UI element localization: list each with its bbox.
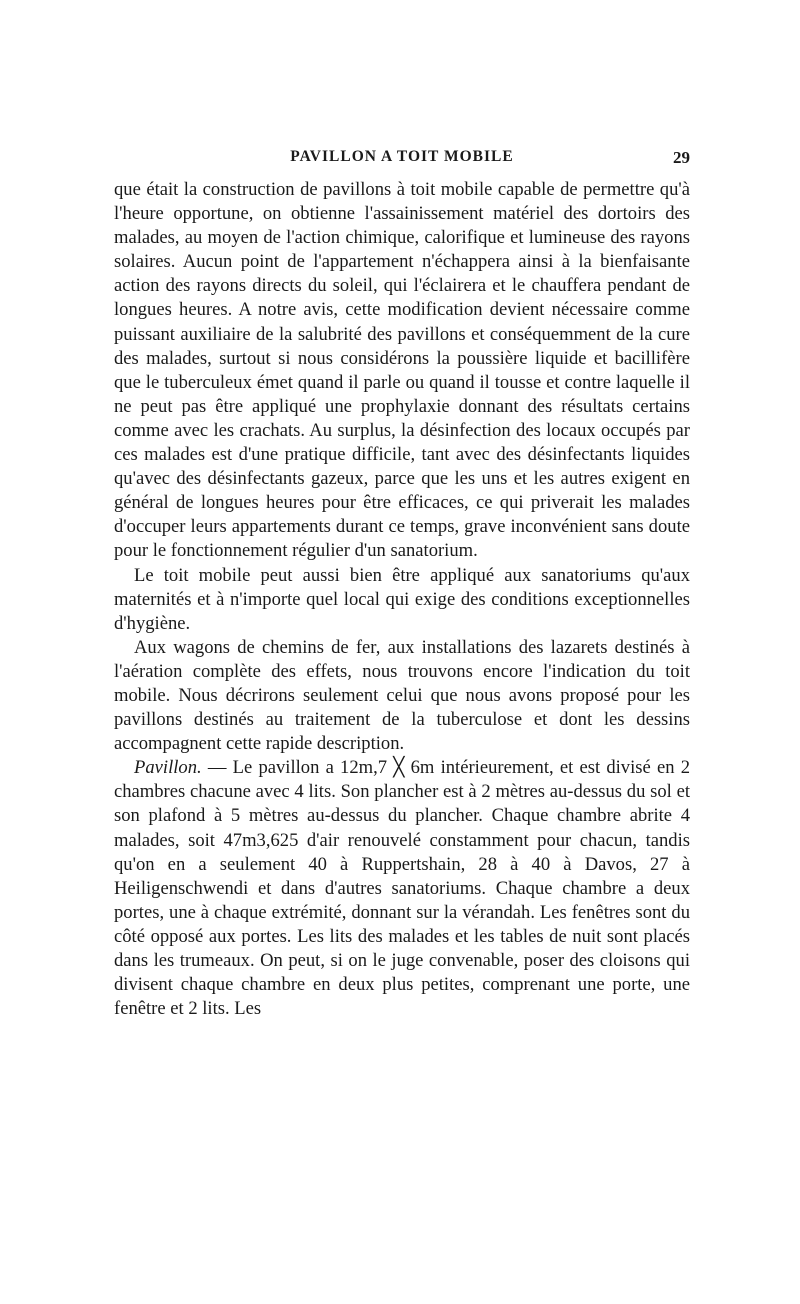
- book-page: [114, 148, 690, 1021]
- paragraph-2: Le toit mobile peut aussi bien être appliqué aux sanatoriums qu'aux maternités et à n'importe quel local qui exige des conditions exceptionnelles d'hygiène.: [114, 564, 690, 634]
- paragraph-3: Aux wagons de chemins de fer, aux installations des lazarets destinés à l'aération complète des effets, nous trouvons encore l'indication du toit mobile. Nous décrirons seulement celui que nous avons proposé pour les pavillons destinés au traitement de la tuberculose et dont les dessins accompagnent cette rapide description.: [114, 636, 690, 755]
- running-title: PAVILLON A TOIT MOBILE: [290, 148, 514, 165]
- paragraph-1: que était la construction de pavillons à toit mobile capable de permettre qu'à l'heure opportune, on obtienne l'assainissement matériel des dortoirs des malades, au moyen de l'action chimique, calorifique et lumineuse des rayons solaires. Aucun point de l'appartement n'échappera ainsi à la bienfaisante action des rayons directs du soleil, qui l'éclairera et le chauffera pendant de longues heures. A notre avis, cette modification devient nécessaire comme puissant auxiliaire de la salubrité des pavillons et conséquemment de la cure des malades, surtout si nous considérons la poussière liquide et bacillifère que le tuberculeux émet quand il parle ou quand il tousse et contre laquelle il ne peut pas être appliqué une prophylaxie donnant des résultats certains comme avec les crachats. Au surplus, la désinfection des locaux occupés par ces malades est d'une pratique difficile, tant avec des désinfectants liquides qu'avec des désinfectants gazeux, parce que les uns et les autres exigent en général de longues heures pour être efficaces, ce qui priverait les malades d'occuper leurs appartements durant ce temps, grave inconvénient sans doute pour le fonctionnement régulier d'un sanatorium.: [114, 179, 690, 562]
- paragraph-4-text: — Le pavillon a 12m,7 ╳ 6m intérieurement, et est divisé en 2 chambres chacune avec 4 lits. Son plancher est à 2 mètres au-dessus du sol et son plafond à 5 mètres au-dessus du plancher. Chaque chambre abrite 4 malades, soit 47m3,625 d'air renouvelé constamment pour chacun, tandis qu'on en a seulement 40 à Ruppertshain, 28 à 40 à Davos, 27 à Heiligenschwendi et dans d'autres sanatoriums. Chaque chambre a deux portes, une à chaque extrémité, donnant sur la vérandah. Les fenêtres sont du côté opposé aux portes. Les lits des malades et les tables de nuit sont placés dans les trumeaux. On peut, si on le juge convenable, poser des cloisons qui divisent chaque chambre en deux plus petites, comprenant une porte, une fenêtre et 2 lits. Les: [114, 757, 690, 1020]
- page-number: 29: [673, 148, 690, 167]
- running-head: [114, 148, 690, 172]
- paragraph-4: [114, 756, 690, 1021]
- paragraph-4-lead: Pavillon.: [134, 757, 202, 779]
- body-text: [114, 178, 690, 1021]
